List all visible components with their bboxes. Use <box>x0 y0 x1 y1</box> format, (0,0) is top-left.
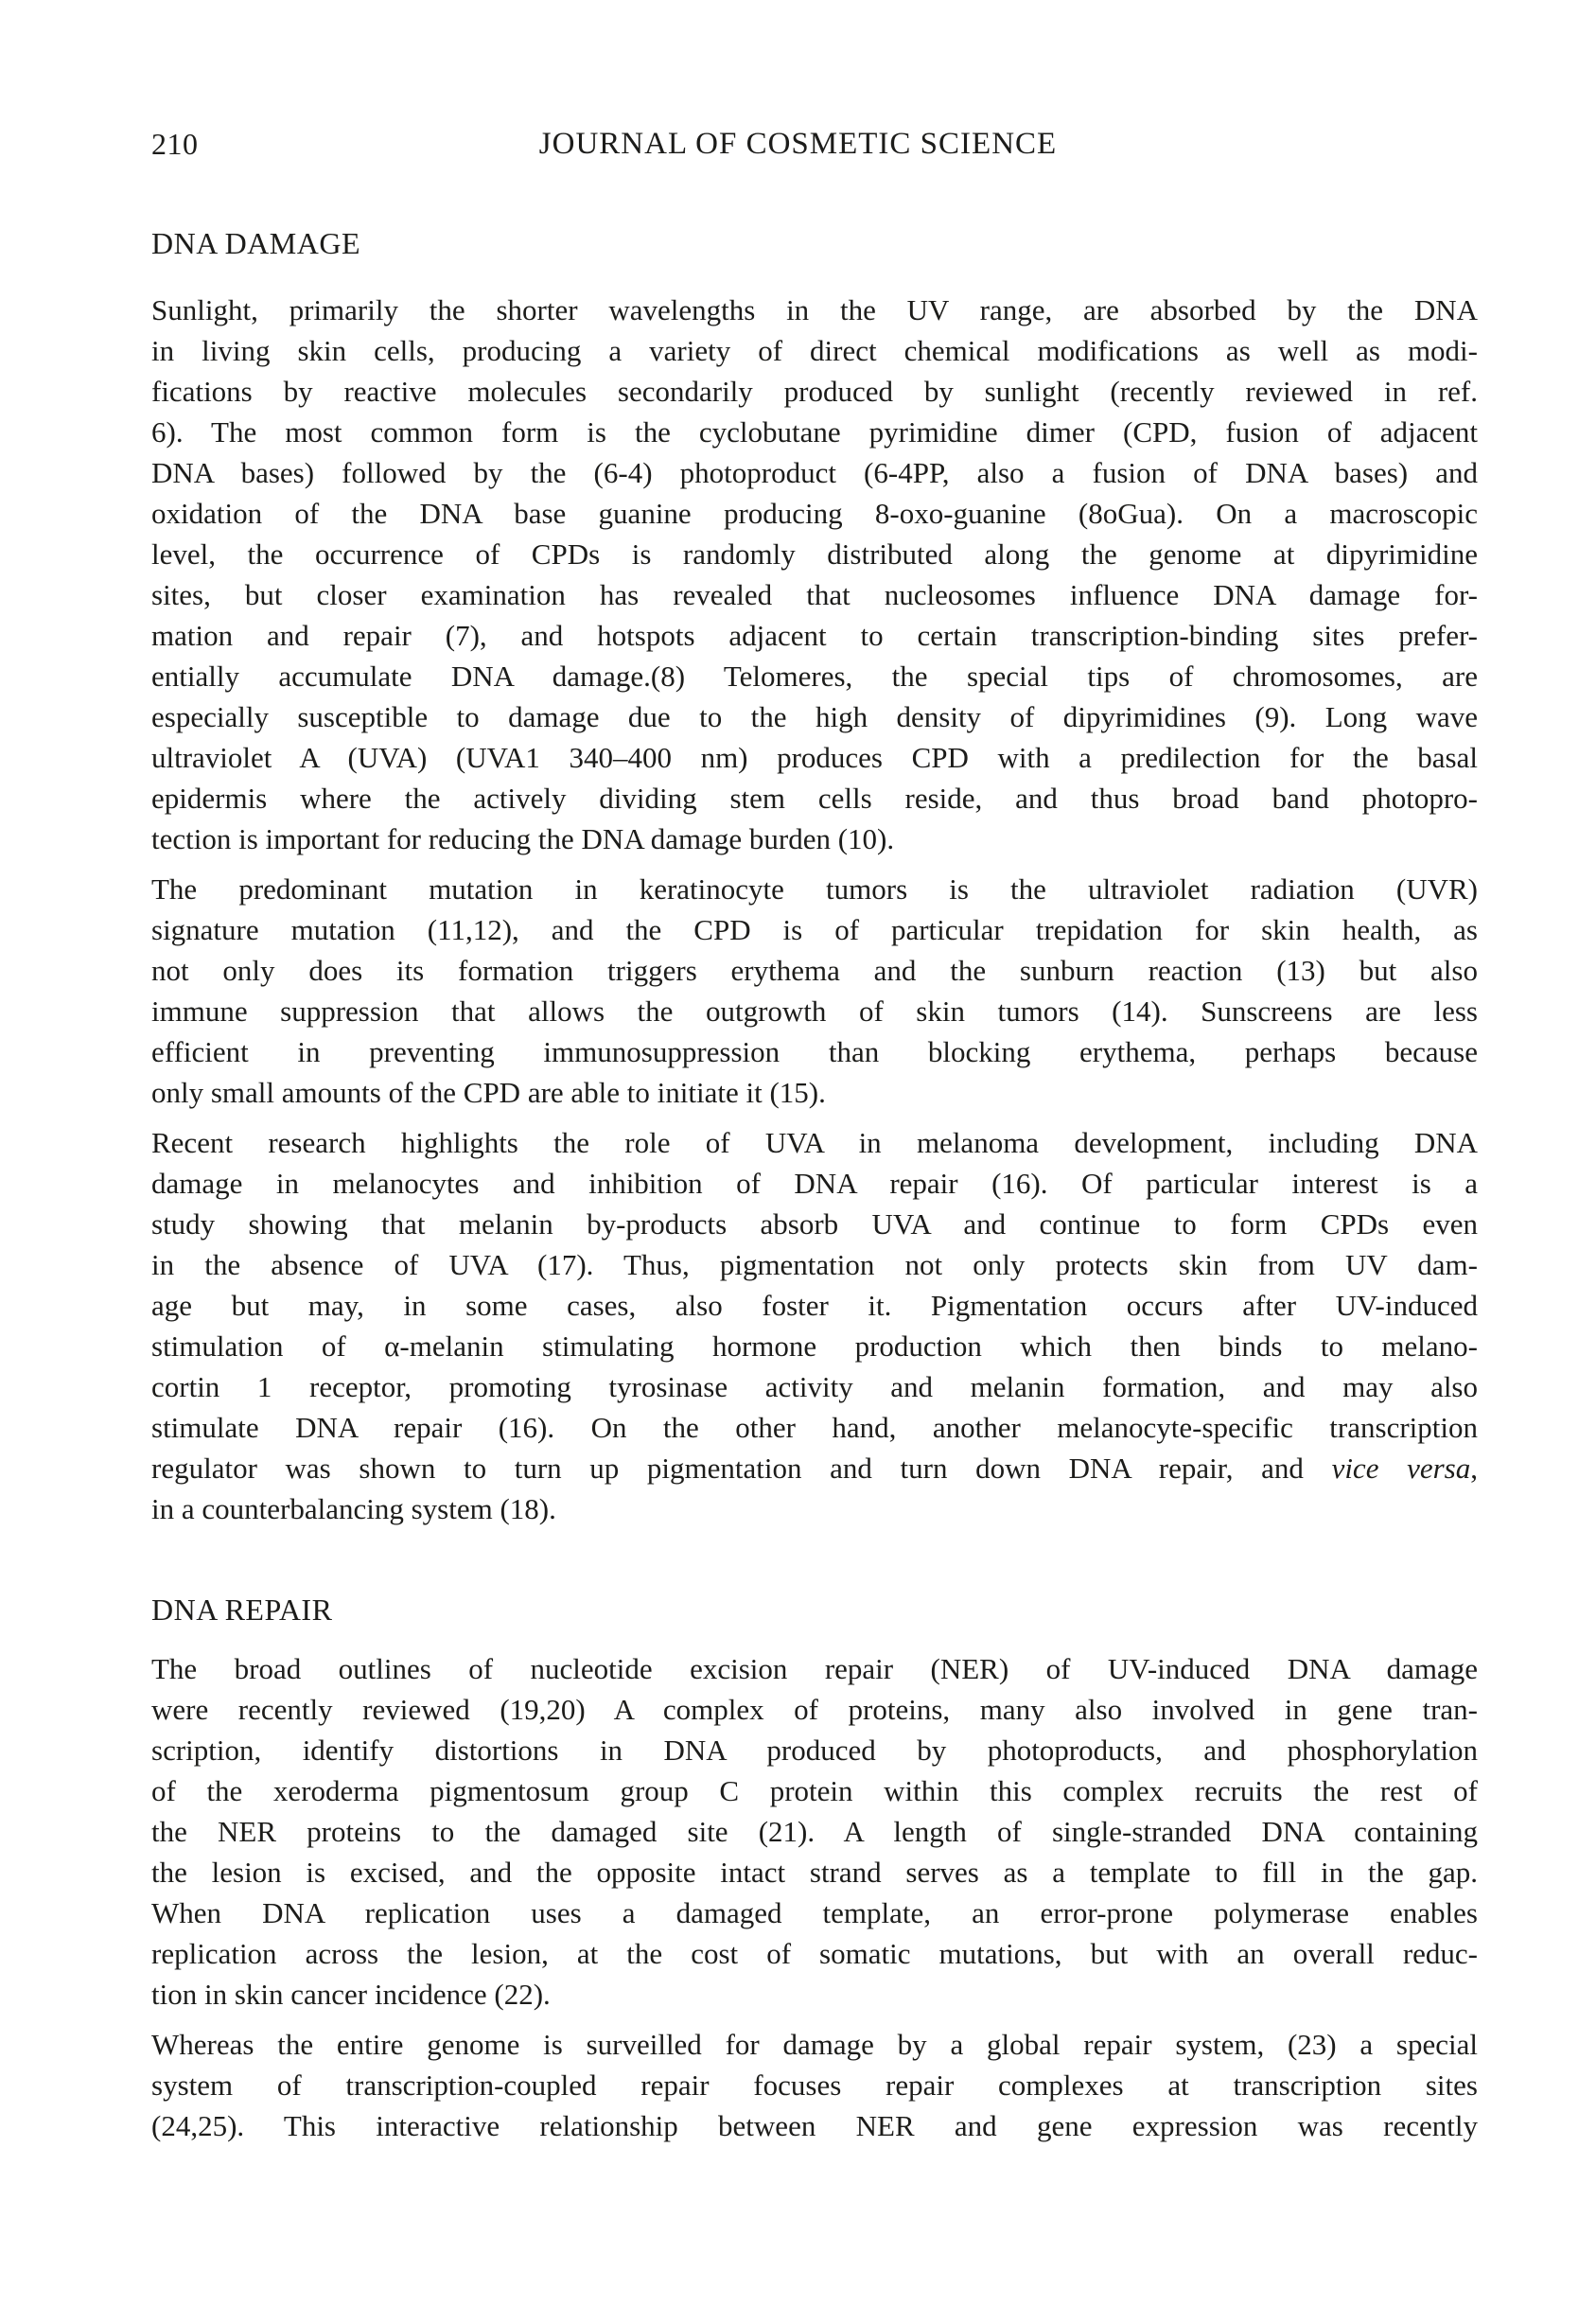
section-heading-dna-damage: DNA DAMAGE <box>151 226 360 260</box>
text-line: efficient in preventing immunosuppression than blocking erythema, perhaps because <box>151 1035 1478 1068</box>
paragraph <box>151 1648 1478 2015</box>
paragraph <box>151 290 1478 859</box>
text-line: the NER proteins to the damaged site (21). A length of single-stranded DNA containing <box>151 1815 1478 1848</box>
text-line: Sunlight, primarily the shorter wavelengths in the UV range, are absorbed by the DNA <box>151 293 1478 326</box>
text-line: Whereas the entire genome is surveilled for damage by a global repair system, (23) a special <box>151 2028 1478 2061</box>
text-line: ultraviolet A (UVA) (UVA1 340–400 nm) produces CPD with a predilection for the basal <box>151 741 1478 774</box>
text-line: entially accumulate DNA damage.(8) Telomeres, the special tips of chromosomes, are <box>151 660 1478 693</box>
text-line: not only does its formation triggers erythema and the sunburn reaction (13) but also <box>151 954 1478 987</box>
text-line: the lesion is excised, and the opposite intact strand serves as a template to fill in the gap. <box>151 1856 1478 1889</box>
text-line: cortin 1 receptor, promoting tyrosinase activity and melanin formation, and may also <box>151 1370 1478 1403</box>
text-line: of the xeroderma pigmentosum group C protein within this complex recruits the rest of <box>151 1774 1478 1807</box>
document-body <box>151 223 1478 2146</box>
text-line: only small amounts of the CPD are able to initiate it (15). <box>151 1076 826 1109</box>
text-line: study showing that melanin by-products absorb UVA and continue to form CPDs even <box>151 1207 1478 1241</box>
text-line: sites, but closer examination has revealed that nucleosomes influence DNA damage for- <box>151 578 1478 611</box>
text-line: 6). The most common form is the cyclobutane pyrimidine dimer (CPD, fusion of adjacent <box>151 415 1478 449</box>
text-line: immune suppression that allows the outgrowth of skin tumors (14). Sunscreens are less <box>151 995 1478 1028</box>
text-line: in a counterbalancing system (18). <box>151 1492 556 1525</box>
text-line: especially susceptible to damage due to the high density of dipyrimidines (9). Long wave <box>151 700 1478 733</box>
text-line: were recently reviewed (19,20) A complex of proteins, many also involved in gene tran- <box>151 1693 1478 1726</box>
section-heading-dna-repair: DNA REPAIR <box>151 1593 333 1627</box>
text-line: mation and repair (7), and hotspots adjacent to certain transcription-binding sites prefer- <box>151 619 1478 652</box>
text-line: (24,25). This interactive relationship between NER and gene expression was recently <box>151 2109 1478 2142</box>
paragraph <box>151 1122 1478 1529</box>
text-line: When DNA replication uses a damaged template, an error-prone polymerase enables <box>151 1896 1478 1929</box>
text-line: DNA bases) followed by the (6-4) photoproduct (6-4PP, also a fusion of DNA bases) and <box>151 456 1478 489</box>
text-line: system of transcription-coupled repair focuses repair complexes at transcription sites <box>151 2068 1478 2102</box>
text-line: stimulation of α-melanin stimulating hormone production which then binds to melano- <box>151 1329 1478 1363</box>
journal-title: JOURNAL OF COSMETIC SCIENCE <box>538 127 1058 161</box>
text-line: level, the occurrence of CPDs is randomly distributed along the genome at dipyrimidine <box>151 537 1478 571</box>
text-line: tion in skin cancer incidence (22). <box>151 1978 551 2011</box>
text-line: epidermis where the actively dividing stem cells reside, and thus broad band photopro- <box>151 782 1478 815</box>
text-line: oxidation of the DNA base guanine producing 8-oxo-guanine (8oGua). On a macroscopic <box>151 497 1478 530</box>
page-number: 210 <box>151 127 199 161</box>
text-line: age but may, in some cases, also foster it. Pigmentation occurs after UV-induced <box>151 1289 1478 1322</box>
text-line: regulator was shown to turn up pigmentation and turn down DNA repair, and vice versa, <box>151 1452 1478 1485</box>
paragraph <box>151 2024 1478 2146</box>
running-head <box>0 123 1596 165</box>
text-line: stimulate DNA repair (16). On the other hand, another melanocyte-specific transcription <box>151 1411 1478 1444</box>
section-dna-repair <box>151 1590 1478 2146</box>
text-line: in living skin cells, producing a variety of direct chemical modifications as well as modi- <box>151 334 1478 367</box>
text-line: signature mutation (11,12), and the CPD is of particular trepidation for skin health, as <box>151 913 1478 946</box>
text-line: in the absence of UVA (17). Thus, pigmentation not only protects skin from UV dam- <box>151 1248 1478 1281</box>
text-line: The broad outlines of nucleotide excision repair (NER) of UV-induced DNA damage <box>151 1652 1478 1685</box>
text-line: scription, identify distortions in DNA produced by photoproducts, and phosphorylation <box>151 1734 1478 1767</box>
text-line: The predominant mutation in keratinocyte tumors is the ultraviolet radiation (UVR) <box>151 872 1478 906</box>
paragraph <box>151 869 1478 1113</box>
section-dna-damage <box>151 223 1478 1529</box>
text-line: tection is important for reducing the DNA damage burden (10). <box>151 822 895 855</box>
text-line: fications by reactive molecules secondarily produced by sunlight (recently reviewed in ref. <box>151 375 1478 408</box>
text-line: Recent research highlights the role of UVA in melanoma development, including DNA <box>151 1126 1478 1159</box>
text-line: damage in melanocytes and inhibition of DNA repair (16). Of particular interest is a <box>151 1167 1478 1200</box>
text-line: replication across the lesion, at the cost of somatic mutations, but with an overall reduc- <box>151 1937 1478 1970</box>
